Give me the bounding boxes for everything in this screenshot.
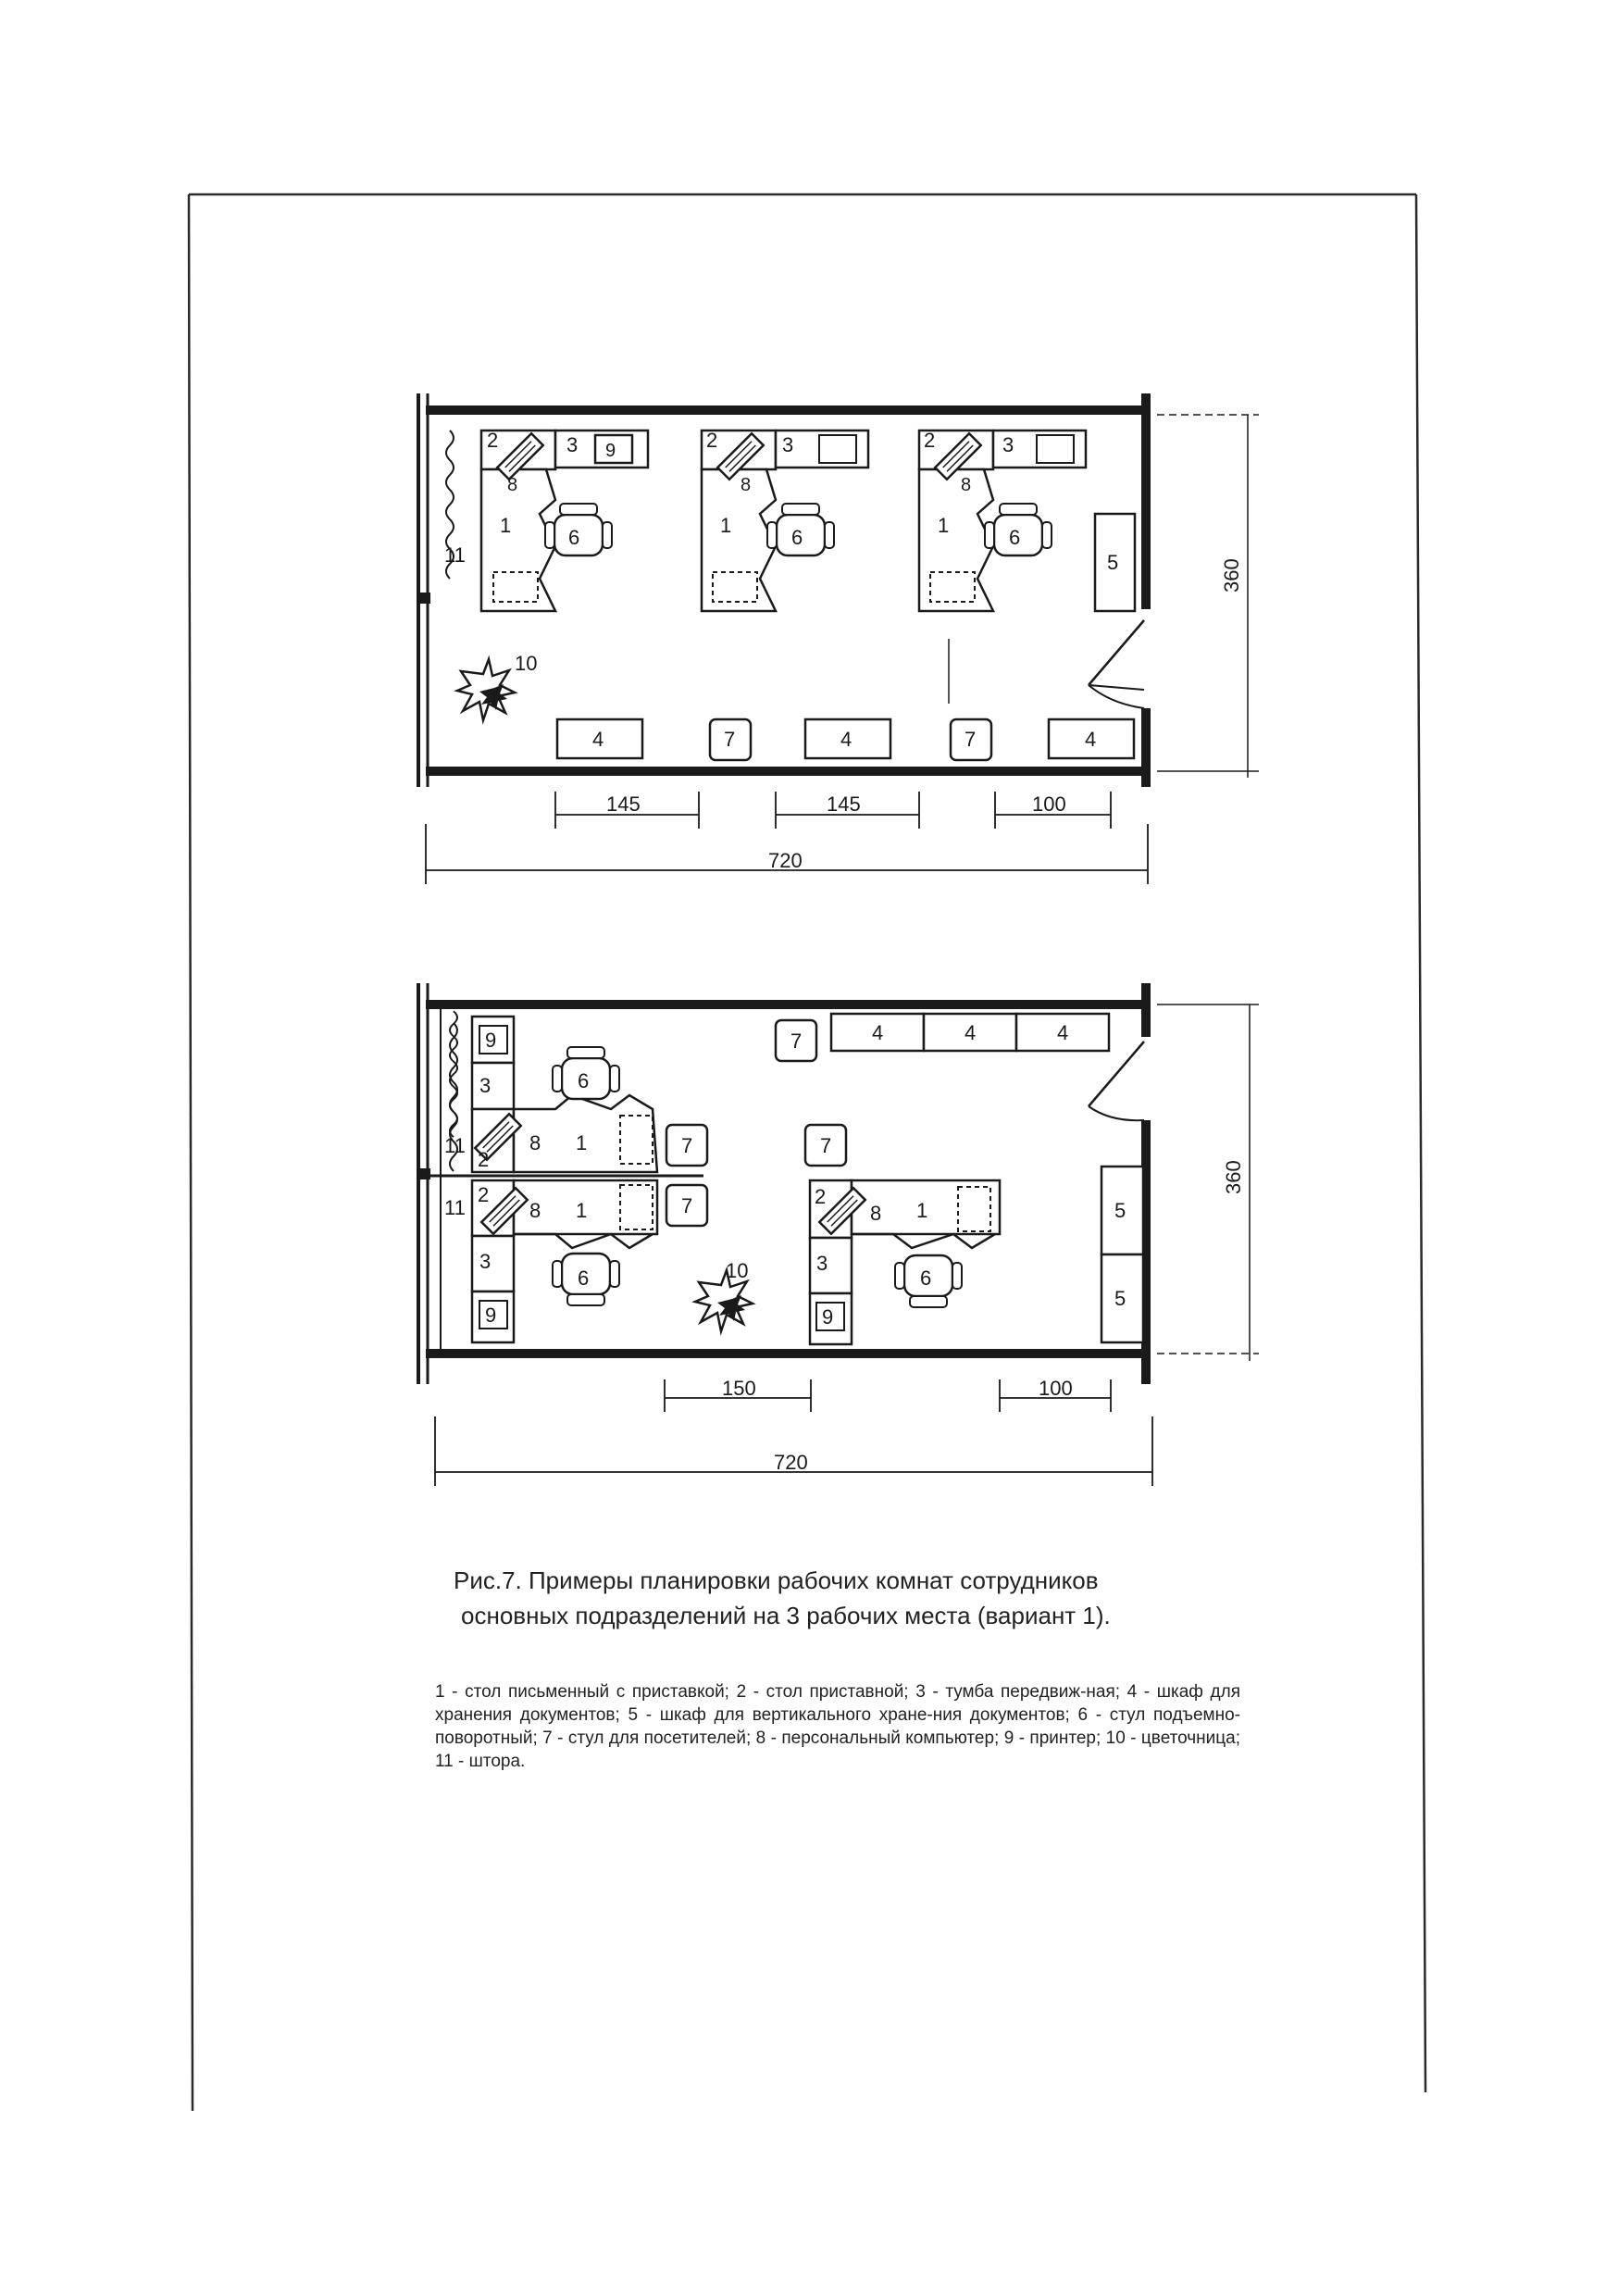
label-item-6: 6 <box>791 526 803 549</box>
label-item-8: 8 <box>961 475 972 495</box>
label-item-7: 7 <box>681 1194 693 1217</box>
label-item-11: 11 <box>444 1196 466 1219</box>
label-item-7: 7 <box>820 1134 832 1157</box>
floor-plan-2 <box>417 983 1259 1486</box>
dimension-label: 360 <box>1220 558 1243 593</box>
label-item-1: 1 <box>500 514 512 537</box>
label-item-9: 9 <box>605 441 616 461</box>
label-item-9: 9 <box>485 1304 497 1327</box>
caption-line-2: основных подразделений на 3 рабочих места (вариант 1). <box>461 1602 1111 1629</box>
label-item-4: 4 <box>965 1021 977 1044</box>
label-item-2: 2 <box>924 429 936 452</box>
dimension-label: 100 <box>1039 1377 1073 1400</box>
label-item-11: 11 <box>444 1134 466 1157</box>
label-item-1: 1 <box>576 1131 588 1154</box>
label-item-6: 6 <box>578 1069 590 1092</box>
label-item-7: 7 <box>681 1134 693 1157</box>
label-item-8: 8 <box>529 1131 541 1154</box>
label-item-5: 5 <box>1114 1287 1126 1310</box>
label-item-8: 8 <box>870 1202 882 1225</box>
label-item-1: 1 <box>938 514 950 537</box>
label-item-9: 9 <box>822 1305 834 1329</box>
label-item-7: 7 <box>724 728 736 751</box>
label-item-3: 3 <box>479 1250 492 1273</box>
label-item-8: 8 <box>741 475 752 495</box>
label-item-5: 5 <box>1107 551 1119 574</box>
label-item-6: 6 <box>920 1267 932 1290</box>
label-item-3: 3 <box>816 1252 828 1275</box>
dimension-label: 145 <box>606 792 641 816</box>
label-item-6: 6 <box>578 1267 590 1290</box>
label-item-3: 3 <box>1002 433 1014 456</box>
label-item-4: 4 <box>592 728 604 751</box>
label-item-7: 7 <box>790 1029 803 1053</box>
label-item-6: 6 <box>568 526 580 549</box>
label-item-5: 5 <box>1114 1199 1126 1222</box>
floor-plan-1 <box>417 393 1259 884</box>
label-item-2: 2 <box>706 429 718 452</box>
legend-text: 1 - стол письменный с приставкой; 2 - стол приставной; 3 - тумба передвиж-ная; 4 - шкаф для хранения документов; 5 - шкаф для вертикального хране-ния документов; 6 - стул подъемно-поворотный; 7 - стул для посетителей; 8 - персональный компьютер; 9 - принтер; 10 - цветочница; 11 - штора. <box>435 1682 1240 1771</box>
frame-right-line <box>1416 194 1425 2092</box>
label-item-1: 1 <box>576 1199 588 1222</box>
label-item-2: 2 <box>478 1183 490 1206</box>
label-item-6: 6 <box>1009 526 1021 549</box>
label-item-4: 4 <box>1085 728 1097 751</box>
label-item-10: 10 <box>726 1259 749 1282</box>
label-item-1: 1 <box>916 1199 928 1222</box>
label-item-3: 3 <box>479 1074 492 1097</box>
dimension-label: 150 <box>722 1377 756 1400</box>
dimension-label: 360 <box>1222 1160 1245 1194</box>
label-item-4: 4 <box>840 728 853 751</box>
label-item-8: 8 <box>507 475 518 495</box>
dimension-label: 100 <box>1032 792 1066 816</box>
label-item-2: 2 <box>487 429 499 452</box>
label-item-2: 2 <box>815 1185 827 1208</box>
label-item-1: 1 <box>720 514 732 537</box>
figure-legend <box>435 1680 1240 1773</box>
label-item-4: 4 <box>1057 1021 1069 1044</box>
frame-left-line <box>189 194 193 2111</box>
label-item-8: 8 <box>529 1199 541 1222</box>
label-item-4: 4 <box>872 1021 884 1044</box>
caption-line-1: Рис.7. Примеры планировки рабочих комнат сотрудников <box>454 1566 1099 1594</box>
label-item-11: 11 <box>444 543 466 567</box>
label-item-2: 2 <box>478 1148 490 1171</box>
curtain-icon <box>450 1011 457 1137</box>
figure-caption <box>454 1563 1213 1633</box>
label-item-3: 3 <box>566 433 579 456</box>
label-item-7: 7 <box>965 728 977 751</box>
label-item-9: 9 <box>485 1029 497 1052</box>
dimension-label: 145 <box>827 792 861 816</box>
label-item-3: 3 <box>782 433 794 456</box>
flower-stand-icon <box>457 659 515 720</box>
dimension-label: 720 <box>768 849 803 872</box>
label-item-10: 10 <box>515 652 538 675</box>
dimension-label: 720 <box>774 1451 808 1474</box>
